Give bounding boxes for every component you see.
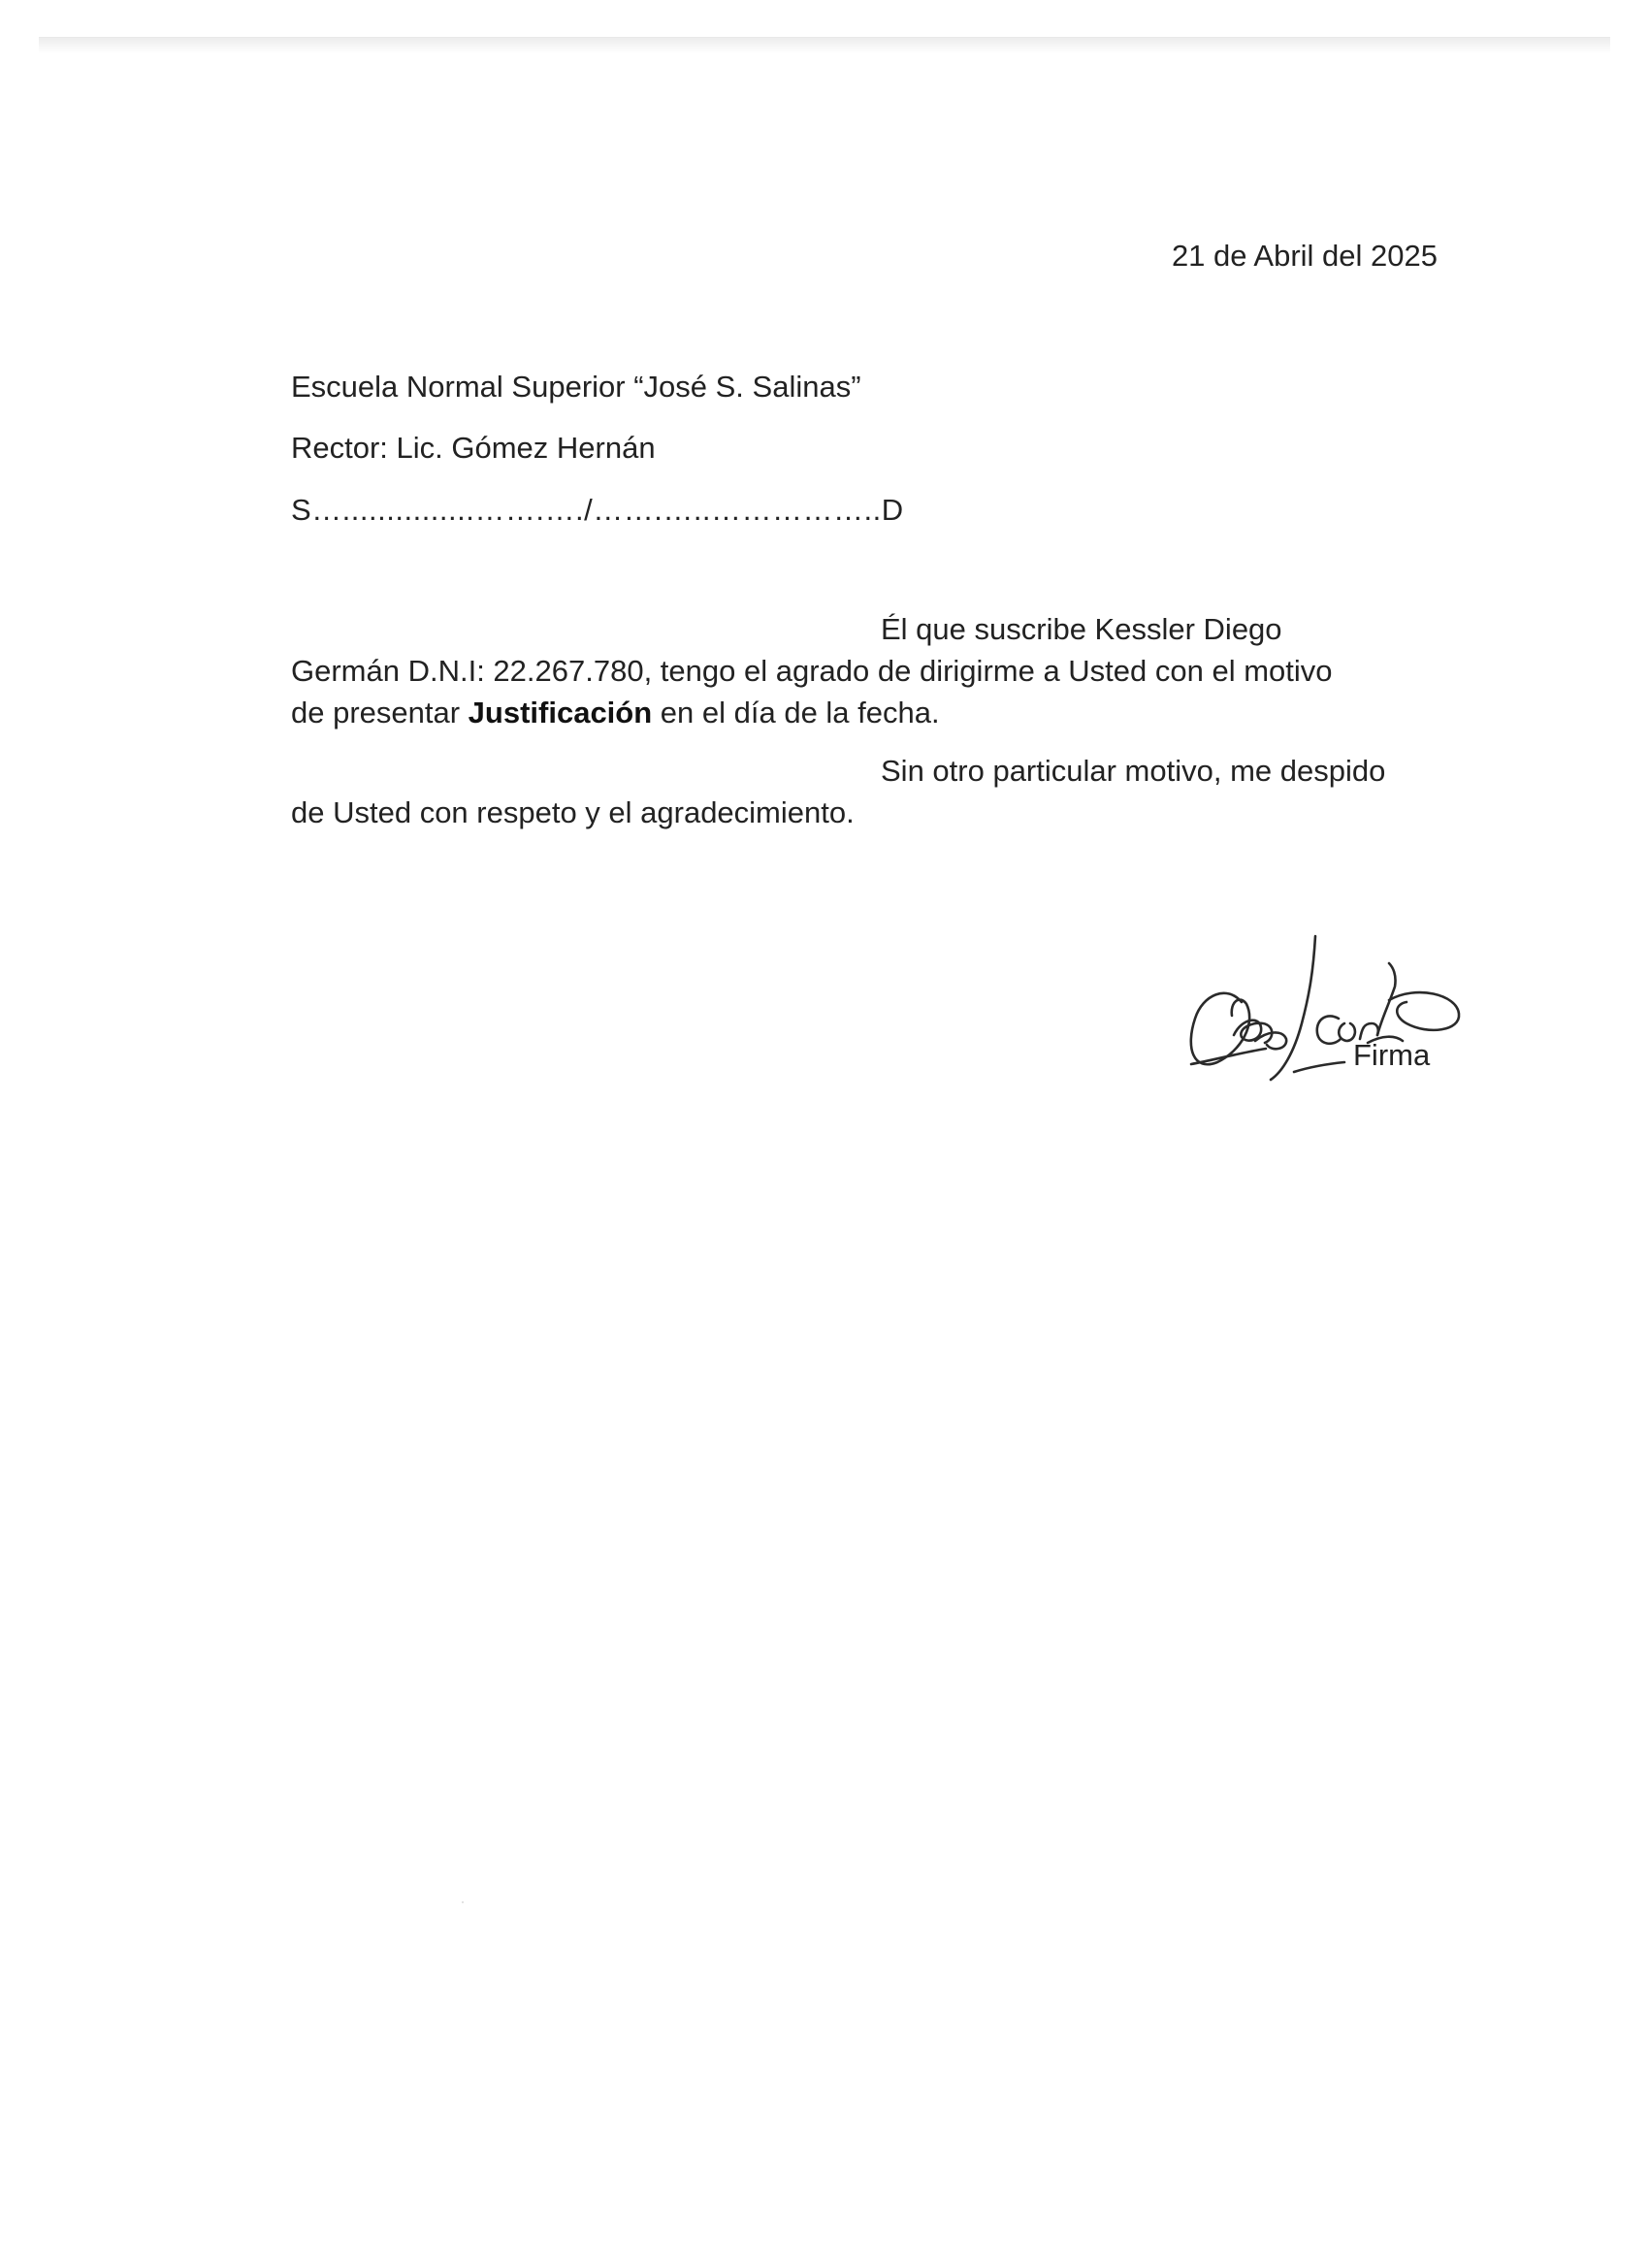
- paragraph-2-line-2: de Usted con respeto y el agradecimiento.: [291, 795, 855, 829]
- paragraph-1-line-2: Germán D.N.I: 22.267.780, tengo el agrado de dirigirme a Usted con el motivo: [291, 654, 1333, 688]
- paragraph-2-line-1: Sin otro particular motivo, me despido: [881, 754, 1386, 788]
- scan-edge-shadow: [39, 37, 1610, 53]
- justificacion-bold: Justificación: [468, 696, 653, 729]
- paragraph-1-line-1: Él que suscribe Kessler Diego: [881, 612, 1282, 646]
- recipient-school: Escuela Normal Superior “José S. Salinas”: [291, 370, 861, 404]
- salutation-sd: S…...............…….…./…….…..……………..D: [291, 493, 904, 527]
- recipient-rector: Rector: Lic. Gómez Hernán: [291, 431, 656, 465]
- scan-speck: [462, 1901, 464, 1903]
- paragraph-1-line-3: [291, 692, 1418, 733]
- letter-date: 21 de Abril del 2025: [1171, 239, 1438, 273]
- paragraph-1-line-3-after: en el día de la fecha.: [652, 696, 940, 729]
- body-paragraph-1: [291, 608, 1418, 733]
- paragraph-1-line-3-before: de presentar: [291, 696, 469, 729]
- signature-label-firma: Firma: [1353, 1038, 1431, 1072]
- body-paragraph-2: [291, 750, 1418, 833]
